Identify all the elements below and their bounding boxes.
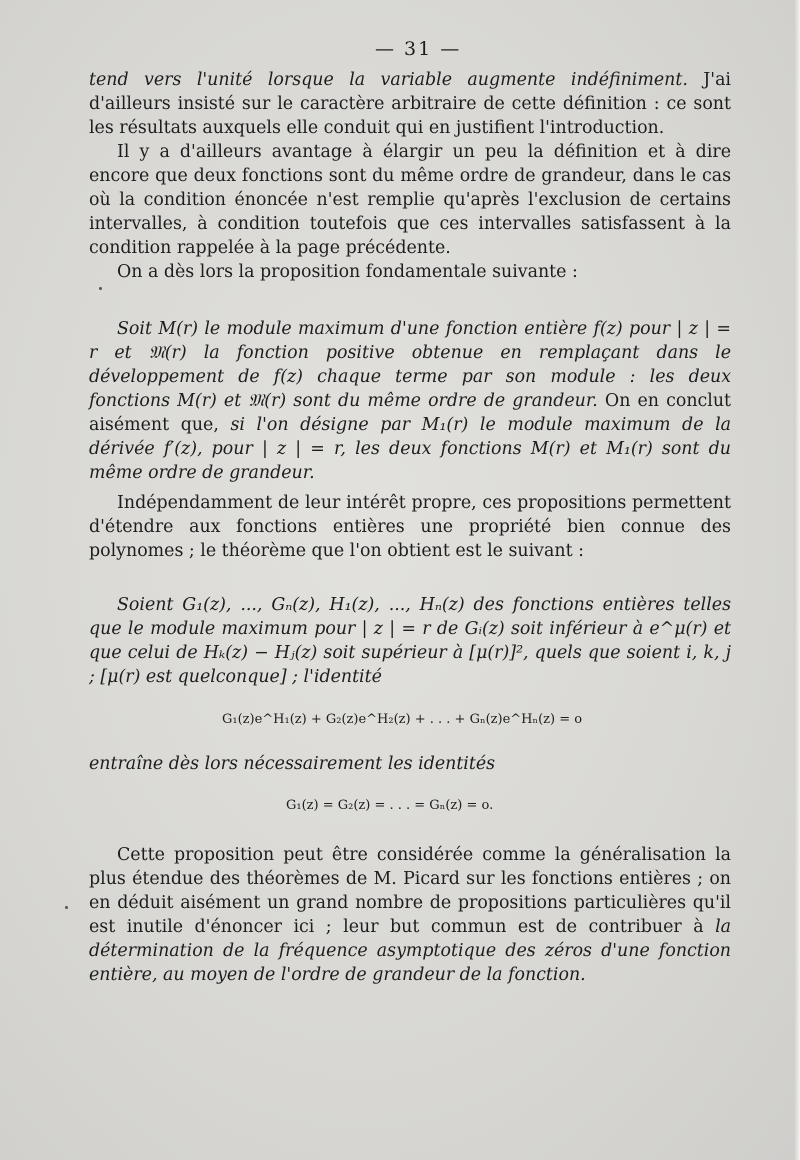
paragraph-definition-extension: Il y a d'ailleurs avantage à élargir un peu la définition et à dire encore que deux fonctions sont du même ordre de grandeur, dans le cas où la condition énoncée n'est remplie qu'après l'exclusion de certains intervalles, à condition toutefois que ces intervalles satisfassent à la condition rappelée à la page précédente. xyxy=(89,142,731,258)
speck-mark xyxy=(99,287,102,290)
paragraph-fundamental-intro: On a dès lors la proposition fondamentale suivante : xyxy=(117,262,578,282)
paragraph-continuation: tend vers l'unité lorsque la variable augmente indéfiniment. J'ai d'ailleurs insisté sur le caractère arbitraire de cette définition : ce sont les résultats auxquels elle conduit qui en justifient l'introduction. xyxy=(89,70,731,138)
proposition-1 xyxy=(89,317,731,485)
text-block-1 xyxy=(89,68,731,284)
proposition-1-text: Soit M(r) le module maximum d'une fonction entière f(z) pour | z | = r et 𝔐(r) la fonction positive obtenue en remplaçant dans le développement de f(z) chaque terme par son module : les deux fonctions M(r) et 𝔐(r) sont du même ordre de grandeur. On en conclut aisément que, si l'on désigne par M₁(r) le module maximum de la dérivée f′(z), pour | z | = r, les deux fonctions M(r) et M₁(r) sont du même ordre de grandeur. xyxy=(89,319,732,483)
page-number: — 31 — xyxy=(375,38,462,60)
paragraph-extension-polynomes: Indépendamment de leur intérêt propre, ces propositions permettent d'étendre aux fonctions entières une propriété bien connue des polynomes ; le théorème que l'on obtient est le suivant : xyxy=(89,493,731,561)
proposition-2 xyxy=(89,593,731,689)
text-block-3 xyxy=(89,843,731,987)
speck-mark xyxy=(65,906,68,909)
formula-identity: G₁(z)e^H₁(z) + G₂(z)e^H₂(z) + . . . + Gₙ(z)e^Hₙ(z) = o xyxy=(222,712,583,727)
proposition-2-text: Soient G₁(z), ..., Gₙ(z), H₁(z), ..., Hₙ(z) des fonctions entières telles que le module maximum pour | z | = r de Gᵢ(z) soit inférieur à e^μ(r) et que celui de Hₖ(z) − Hⱼ(z) soit supérieur à [μ(r)]², quels que soient i, k, j ; [μ(r) est quelconque] ; l'identité xyxy=(89,595,731,687)
paragraph-picard-generalisation: Cette proposition peut être considérée comme la généralisation la plus étendue des théorèmes de M. Picard sur les fonctions entières ; on en déduit aisément un grand nombre de propositions particulières qu'il est inutile d'énoncer ici ; leur but commun est de contribuer à la détermination de la fréquence asymptotique des zéros d'une fonction entière, au moyen de l'ordre de grandeur de la fonction. xyxy=(89,845,731,985)
text-block-2 xyxy=(89,491,731,563)
consequence-line xyxy=(89,752,731,776)
formula-identities: G₁(z) = G₂(z) = . . . = Gₙ(z) = o. xyxy=(286,798,494,813)
page-edge xyxy=(794,0,800,1160)
consequence-text: entraîne dès lors nécessairement les identités xyxy=(89,754,496,774)
